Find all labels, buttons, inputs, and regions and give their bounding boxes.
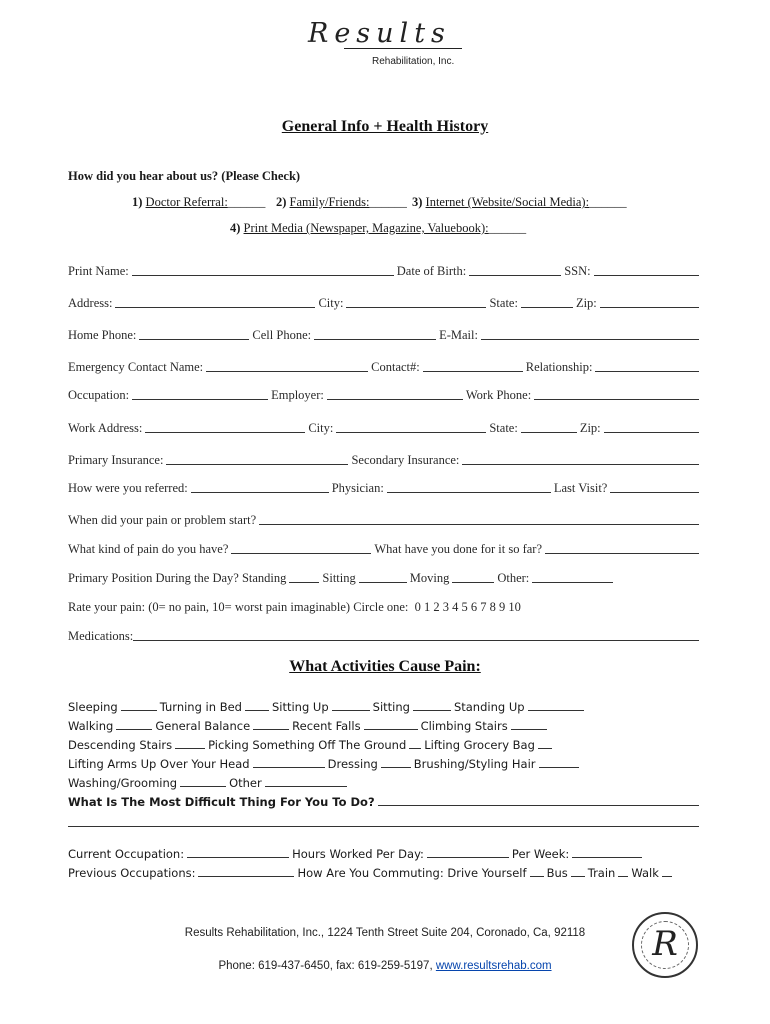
website-link[interactable]: www.resultsrehab.com	[435, 960, 552, 972]
activity-picking: Picking Something Off The Ground	[208, 738, 407, 752]
input-primary-insurance[interactable]	[166, 464, 348, 465]
input-state[interactable]	[521, 307, 573, 308]
row-phone	[68, 327, 702, 343]
input-moving[interactable]	[452, 582, 494, 583]
current-occupation-row	[68, 847, 645, 861]
input-dob[interactable]	[469, 275, 561, 276]
label-home-phone: Home Phone:	[68, 328, 137, 342]
label-referred: How were you referred:	[68, 481, 188, 495]
row-occupation	[68, 387, 702, 403]
activity-grocery: Lifting Grocery Bag	[424, 738, 535, 752]
label-occupation: Occupation:	[68, 388, 130, 402]
input-relationship[interactable]	[595, 371, 699, 372]
activity-walking: Walking	[68, 719, 114, 733]
label-walk: Walk	[631, 866, 659, 880]
activity-stairs: Climbing Stairs	[420, 719, 508, 733]
label-work-zip: Zip:	[579, 421, 601, 435]
label-address: Address:	[68, 296, 113, 310]
activity-standing-up: Standing Up	[453, 700, 525, 714]
label-work-address: Work Address:	[68, 421, 143, 435]
seal-logo	[632, 912, 698, 978]
label-drive: Drive Yourself	[447, 866, 527, 880]
input-email[interactable]	[481, 339, 699, 340]
activities-row-1	[68, 700, 587, 714]
label-pain-start: When did your pain or problem start?	[68, 513, 257, 527]
page-title: General Info + Health History	[281, 118, 489, 135]
row-name	[68, 263, 702, 279]
input-last-visit[interactable]	[610, 492, 699, 493]
label-medications: Medications:	[68, 629, 134, 643]
row-insurance	[68, 452, 702, 468]
referral-question: How did you hear about us? (Please Check)	[68, 169, 301, 183]
input-work-phone[interactable]	[534, 399, 699, 400]
input-sitting[interactable]	[359, 582, 407, 583]
input-occupation[interactable]	[132, 399, 268, 400]
input-pain-kind[interactable]	[231, 553, 371, 554]
check-stairs[interactable]	[511, 729, 547, 730]
seal-letter: R	[652, 924, 678, 964]
input-secondary-insurance[interactable]	[462, 464, 699, 465]
source-option-print-media[interactable]: 4) Print Media (Newspaper, Magazine, Valuebook):______	[230, 221, 527, 235]
row-pain-start	[68, 512, 702, 528]
check-walk[interactable]	[662, 876, 672, 877]
check-hair[interactable]	[539, 767, 579, 768]
input-current-occupation[interactable]	[187, 857, 289, 858]
check-drive[interactable]	[530, 876, 544, 877]
activity-dressing: Dressing	[327, 757, 378, 771]
input-work-state[interactable]	[521, 432, 577, 433]
label-commuting: How Are You Commuting:	[297, 866, 444, 880]
check-dressing[interactable]	[381, 767, 411, 768]
label-pain-kind: What kind of pain do you have?	[68, 542, 229, 556]
difficult-extra-line	[68, 814, 702, 830]
input-ssn[interactable]	[594, 275, 699, 276]
label-work-city: City:	[308, 421, 334, 435]
label-position: Primary Position During the Day?	[68, 571, 239, 585]
check-arms[interactable]	[253, 767, 325, 768]
label-print-name: Print Name:	[68, 264, 129, 278]
input-done-so-far[interactable]	[545, 553, 699, 554]
input-pain-start[interactable]	[259, 524, 699, 525]
source-option-internet[interactable]: 3) Internet (Website/Social Media):______	[412, 195, 627, 209]
label-secondary-insurance: Secondary Insurance:	[351, 453, 460, 467]
label-cell-phone: Cell Phone:	[252, 328, 312, 342]
input-physician[interactable]	[387, 492, 551, 493]
label-city: City:	[318, 296, 344, 310]
previous-occupation-row	[68, 866, 675, 880]
check-bus[interactable]	[571, 876, 585, 877]
activity-arms: Lifting Arms Up Over Your Head	[68, 757, 250, 771]
input-most-difficult[interactable]	[378, 805, 699, 806]
input-most-difficult-2[interactable]	[68, 826, 699, 827]
row-emergency	[68, 359, 702, 375]
row-position	[68, 570, 616, 586]
row-referral	[68, 480, 702, 496]
check-turning[interactable]	[245, 710, 269, 711]
input-per-week[interactable]	[572, 857, 642, 858]
label-work-state: State:	[489, 421, 518, 435]
input-employer[interactable]	[327, 399, 463, 400]
difficult-row	[68, 795, 702, 809]
label-relationship: Relationship:	[525, 360, 593, 374]
input-hours-per-day[interactable]	[427, 857, 509, 858]
check-washing[interactable]	[180, 786, 226, 787]
activity-sitting-up: Sitting Up	[271, 700, 329, 714]
row-address	[68, 295, 702, 311]
input-work-zip[interactable]	[604, 432, 699, 433]
input-emergency-contact[interactable]	[206, 371, 368, 372]
label-physician: Physician:	[331, 481, 384, 495]
label-ssn: SSN:	[564, 264, 591, 278]
activities-title: What Activities Cause Pain:	[289, 658, 481, 675]
input-city[interactable]	[346, 307, 486, 308]
row-rate-pain	[68, 599, 702, 615]
label-train: Train	[587, 866, 616, 880]
company-logo	[300, 18, 470, 74]
label-most-difficult: What Is The Most Difficult Thing For You To Do?	[68, 795, 375, 809]
row-medications	[68, 628, 702, 644]
input-contact-number[interactable]	[423, 371, 523, 372]
check-descending[interactable]	[175, 748, 205, 749]
check-grocery[interactable]	[538, 748, 552, 749]
check-standing-up[interactable]	[528, 710, 584, 711]
activity-hair: Brushing/Styling Hair	[413, 757, 536, 771]
label-hours-per-day: Hours Worked Per Day:	[292, 847, 424, 861]
input-previous-occupations[interactable]	[198, 876, 294, 877]
label-per-week: Per Week:	[511, 847, 570, 861]
activity-falls: Recent Falls	[292, 719, 361, 733]
check-balance[interactable]	[253, 729, 289, 730]
check-sitting[interactable]	[413, 710, 451, 711]
source-option-doctor[interactable]: 1) Doctor Referral:______	[132, 195, 266, 209]
activities-row-4	[68, 757, 582, 771]
logo-subtitle: Rehabilitation, Inc.	[372, 56, 455, 67]
input-zip[interactable]	[600, 307, 699, 308]
row-pain-kind	[68, 541, 702, 557]
footer-phone: Phone: 619-437-6450, fax: 619-259-5197,	[218, 960, 433, 972]
label-moving: Moving	[409, 571, 450, 585]
label-bus: Bus	[546, 866, 568, 880]
input-work-address[interactable]	[145, 432, 305, 433]
label-standing: Standing	[241, 571, 287, 585]
activities-row-2	[68, 719, 550, 733]
label-emergency-contact: Emergency Contact Name:	[68, 360, 204, 374]
activity-balance: General Balance	[155, 719, 251, 733]
label-dob: Date of Birth:	[396, 264, 467, 278]
input-address[interactable]	[115, 307, 315, 308]
activity-washing: Washing/Grooming	[68, 776, 178, 790]
input-activity-other[interactable]	[265, 786, 347, 787]
activities-row-5	[68, 776, 350, 790]
row-work-address	[68, 420, 702, 436]
label-employer: Employer:	[271, 388, 324, 402]
label-current-occupation: Current Occupation:	[68, 847, 185, 861]
activity-descending: Descending Stairs	[68, 738, 173, 752]
label-previous-occupations: Previous Occupations:	[68, 866, 196, 880]
label-other: Other:	[497, 571, 530, 585]
input-work-city[interactable]	[336, 432, 486, 433]
input-other[interactable]	[532, 582, 613, 583]
label-last-visit: Last Visit?	[553, 481, 608, 495]
label-contact-number: Contact#:	[371, 360, 420, 374]
activity-other: Other	[229, 776, 262, 790]
check-picking[interactable]	[409, 748, 421, 749]
label-state: State:	[489, 296, 518, 310]
label-primary-insurance: Primary Insurance:	[68, 453, 164, 467]
label-email: E-Mail:	[439, 328, 478, 342]
check-walking[interactable]	[116, 729, 152, 730]
label-done-so-far: What have you done for it so far?	[374, 542, 543, 556]
check-sitting-up[interactable]	[332, 710, 370, 711]
footer-address: Results Rehabilitation, Inc., 1224 Tenth Street Suite 204, Coronado, Ca, 92118	[184, 927, 586, 939]
label-rate-pain: Rate your pain: (0= no pain, 10= worst pain imaginable) Circle one:	[68, 600, 409, 614]
label-zip: Zip:	[575, 296, 597, 310]
activity-sleeping: Sleeping	[68, 700, 118, 714]
label-sitting: Sitting	[322, 571, 356, 585]
label-work-phone: Work Phone:	[465, 388, 532, 402]
check-train[interactable]	[618, 876, 628, 877]
check-falls[interactable]	[364, 729, 418, 730]
input-medications[interactable]	[133, 640, 699, 641]
activity-sitting: Sitting	[372, 700, 410, 714]
activities-row-3	[68, 738, 555, 752]
logo-underline	[344, 48, 462, 49]
input-home-phone[interactable]	[139, 339, 249, 340]
activity-turning: Turning in Bed	[159, 700, 242, 714]
input-standing[interactable]	[289, 582, 319, 583]
logo-wordmark: Results	[308, 18, 451, 49]
input-referred[interactable]	[191, 492, 329, 493]
input-cell-phone[interactable]	[314, 339, 436, 340]
source-option-family[interactable]: 2) Family/Friends:______	[276, 195, 407, 209]
pain-scale[interactable]: 0 1 2 3 4 5 6 7 8 9 10	[414, 600, 521, 614]
check-sleeping[interactable]	[121, 710, 157, 711]
input-print-name[interactable]	[132, 275, 394, 276]
